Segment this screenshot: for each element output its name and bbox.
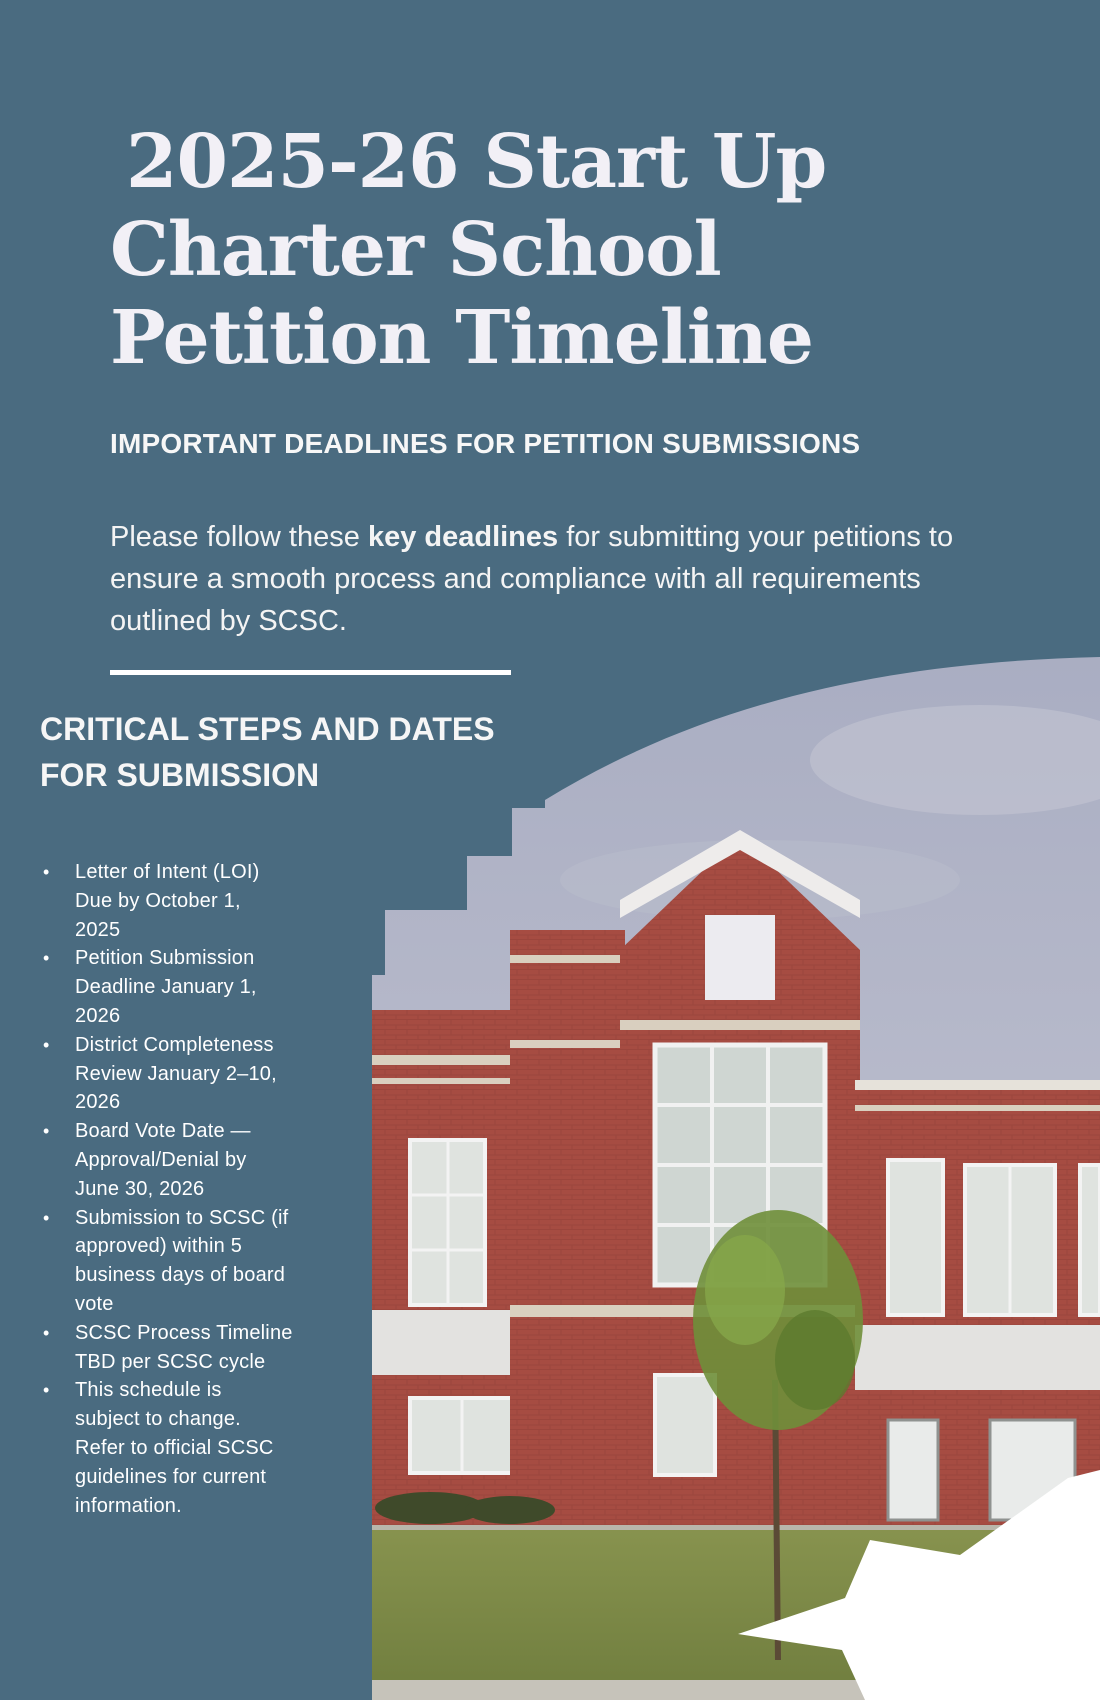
step-line: 2025 xyxy=(75,918,121,941)
step-line: Letter of Intent (LOI) xyxy=(75,861,260,883)
steps-heading-line-1: CRITICAL STEPS AND DATES xyxy=(40,711,495,747)
step-line: information. xyxy=(75,1494,182,1517)
steps-heading-line-2: FOR SUBMISSION xyxy=(40,757,320,793)
bullet-dot-icon: • xyxy=(43,862,50,882)
step-line: business days of board xyxy=(75,1264,286,1287)
step-line: vote xyxy=(75,1292,114,1315)
intro-text-before: Please follow these xyxy=(110,521,368,553)
step-line: June 30, 2026 xyxy=(75,1177,205,1200)
step-line: Board Vote Date — xyxy=(75,1120,251,1143)
title-line-2: Charter School xyxy=(110,207,721,293)
intro-text-after: for submitting your petitions to ensure a smooth process and compliance with all requirements outlined by SCSC. xyxy=(110,521,954,637)
step-line: District Completeness xyxy=(75,1033,274,1056)
step-line: Refer to official SCSC xyxy=(75,1436,274,1459)
deadlines-subheading: IMPORTANT DEADLINES FOR PETITION SUBMISSIONS xyxy=(110,428,861,459)
step-line: 2026 xyxy=(75,1004,121,1027)
title-line-1: 2025-26 Start Up xyxy=(126,119,827,205)
step-line: TBD per SCSC cycle xyxy=(75,1350,266,1373)
bullet-dot-icon: • xyxy=(43,1380,50,1401)
bullet-dot-icon: • xyxy=(43,1322,50,1343)
bullet-dot-icon: • xyxy=(43,1034,50,1055)
step-line: 2026 xyxy=(75,1091,121,1114)
step-line: Review January 2–10, xyxy=(75,1062,277,1085)
step-line: subject to change. xyxy=(75,1408,241,1431)
step-line: approved) within 5 xyxy=(75,1235,243,1258)
bullet-dot-icon: • xyxy=(43,948,50,969)
step-line: Petition Submission xyxy=(75,947,255,970)
bullet-dot-icon: • xyxy=(43,1207,50,1228)
step-line: SCSC Process Timeline xyxy=(75,1321,293,1344)
step-line: guidelines for current xyxy=(75,1465,267,1488)
bullet-dot-icon: • xyxy=(43,1121,50,1142)
step-line: Approval/Denial by xyxy=(75,1148,247,1171)
title-line-3: Petition Timeline xyxy=(110,295,813,381)
step-line: Due by October 1, xyxy=(75,889,241,912)
intro-text-bold: key deadlines xyxy=(367,521,559,553)
step-line: Deadline January 1, xyxy=(75,976,257,999)
step-line: Submission to SCSC (if xyxy=(75,1206,289,1229)
step-line: This schedule is xyxy=(75,1379,222,1402)
